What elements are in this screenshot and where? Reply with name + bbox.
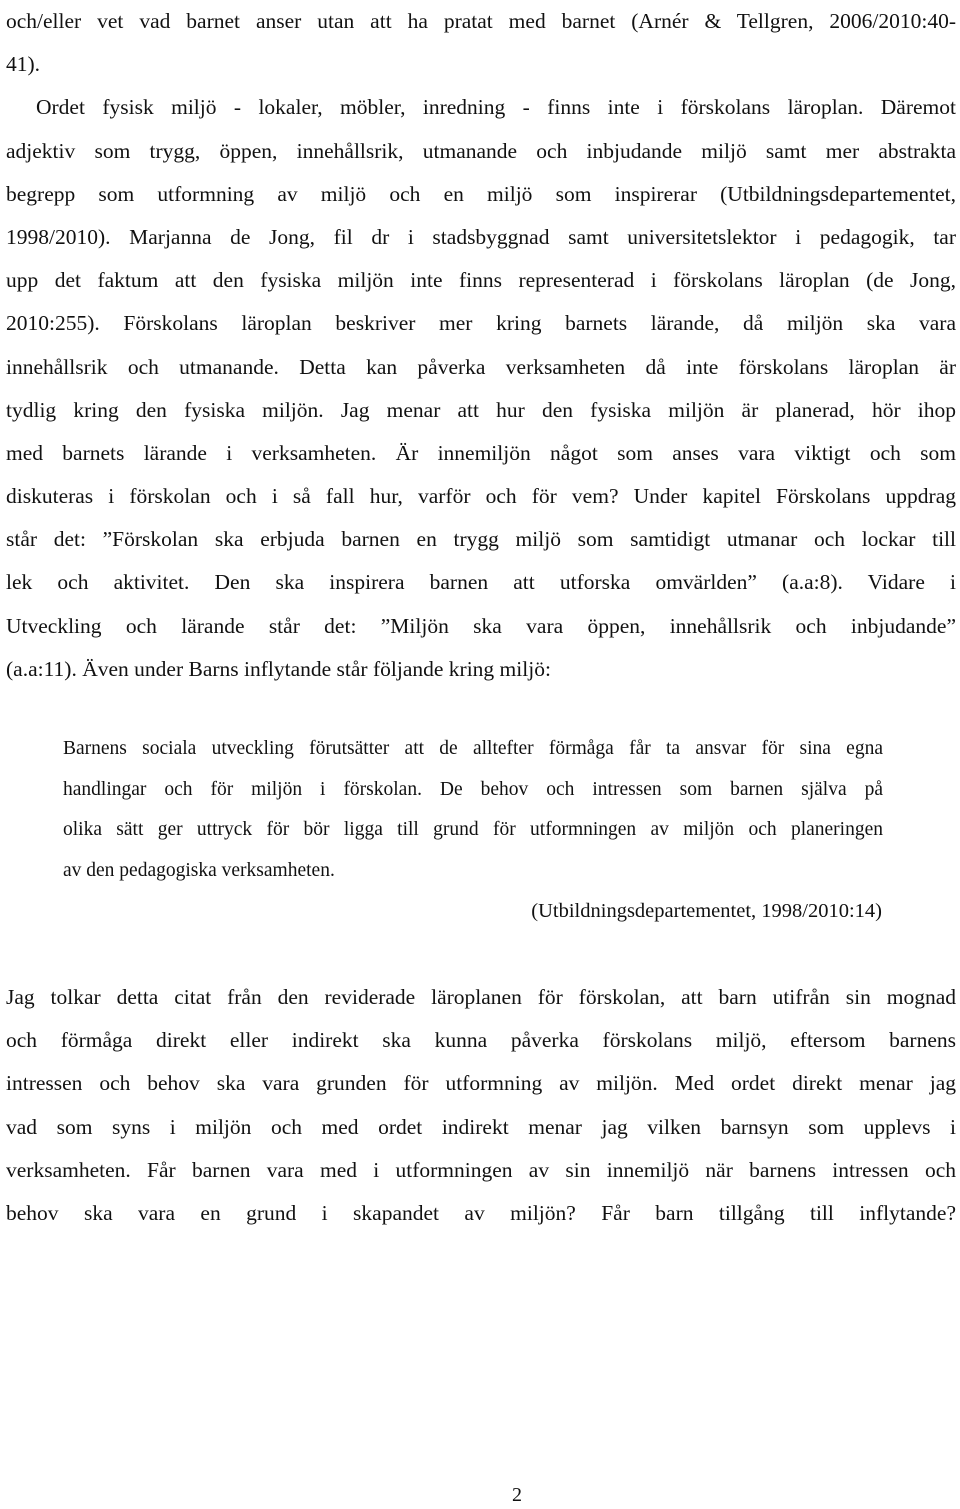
text-line: behov ska vara en grund i skapandet av miljön? Får barn tillgång till inflytande? xyxy=(6,1200,956,1225)
body-paragraph-2 xyxy=(6,976,956,1235)
page-number: 2 xyxy=(512,1484,522,1506)
text-line: och/eller vet vad barnet anser utan att ha pratat med barnet (Arnér & Tellgren, 2006/2010:40- xyxy=(6,9,956,33)
text-line: begrepp som utformning av miljö och en miljö som inspirerar (Utbildningsdepartementet, xyxy=(6,181,956,206)
text-line: verksamheten. Får barnen vara med i utformningen av sin innemiljö när barnens intressen och xyxy=(6,1157,956,1182)
text-line: (a.a:11). Även under Barns inflytande står följande kring miljö: xyxy=(6,656,551,681)
text-line: Ordet fysisk miljö - lokaler, möbler, inredning - finns inte i förskolans läroplan. Däremot xyxy=(36,95,956,120)
text-line: 41). xyxy=(6,52,41,77)
text-line: 2010:255). Förskolans läroplan beskriver mer kring barnets lärande, då miljön ska vara xyxy=(6,311,956,336)
text-line: innehållsrik och utmanande. Detta kan påverka verksamheten då inte förskolans läroplan är xyxy=(6,354,956,379)
text-line: och förmåga direkt eller indirekt ska kunna påverka förskolans miljö, eftersom barnens xyxy=(6,1028,956,1053)
text-line: tydlig kring den fysiska miljön. Jag menar att hur den fysiska miljön är planerad, hör ihop xyxy=(6,397,956,422)
body-paragraph-1 xyxy=(6,0,956,691)
text-line: Jag tolkar detta citat från den reviderade läroplanen för förskolan, att barn utifrån sin mognad xyxy=(6,985,956,1009)
quote-line: av den pedagogiska verksamheten. xyxy=(63,859,335,881)
text-line: intressen och behov ska vara grunden för utformning av miljön. Med ordet direkt menar jag xyxy=(6,1071,956,1096)
text-line: diskuteras i förskolan och i så fall hur, varför och för vem? Under kapitel Förskolans uppdrag xyxy=(6,484,956,509)
text-line: adjektiv som trygg, öppen, innehållsrik, utmanande och inbjudande miljö samt mer abstrakta xyxy=(6,138,956,163)
text-line: Utveckling och lärande står det: ”Miljön ska vara öppen, innehållsrik och inbjudande” xyxy=(6,613,956,638)
text-line: lek och aktivitet. Den ska inspirera barnen att utforska omvärlden” (a.a:8). Vidare i xyxy=(6,570,956,595)
text-line: vad som syns i miljön och med ordet indirekt menar jag vilken barnsyn som upplevs i xyxy=(6,1114,956,1139)
quote-line: olika sätt ger uttryck för bör ligga till grund för utformningen av miljön och planeringen xyxy=(63,819,883,840)
quote-line: Barnens sociala utveckling förutsätter att de alltefter förmåga får ta ansvar för sina egna xyxy=(63,738,883,759)
text-line: 1998/2010). Marjanna de Jong, fil dr i stadsbyggnad samt universitetslektor i pedagogik, tar xyxy=(6,224,956,249)
text-line: står det: ”Förskolan ska erbjuda barnen en trygg miljö som samtidigt utmanar och lockar till xyxy=(6,527,956,552)
text-line: upp det faktum att den fysiska miljön inte finns representerad i förskolans läroplan (de Jong, xyxy=(6,268,956,293)
block-quote xyxy=(63,729,883,891)
quote-citation: (Utbildningsdepartementet, 1998/2010:14) xyxy=(531,900,882,922)
text-line: med barnets lärande i verksamheten. Är innemiljön något som anses vara viktigt och som xyxy=(6,440,956,465)
quote-line: handlingar och för miljön i förskolan. De behov och intressen som barnen själva på xyxy=(63,778,883,800)
